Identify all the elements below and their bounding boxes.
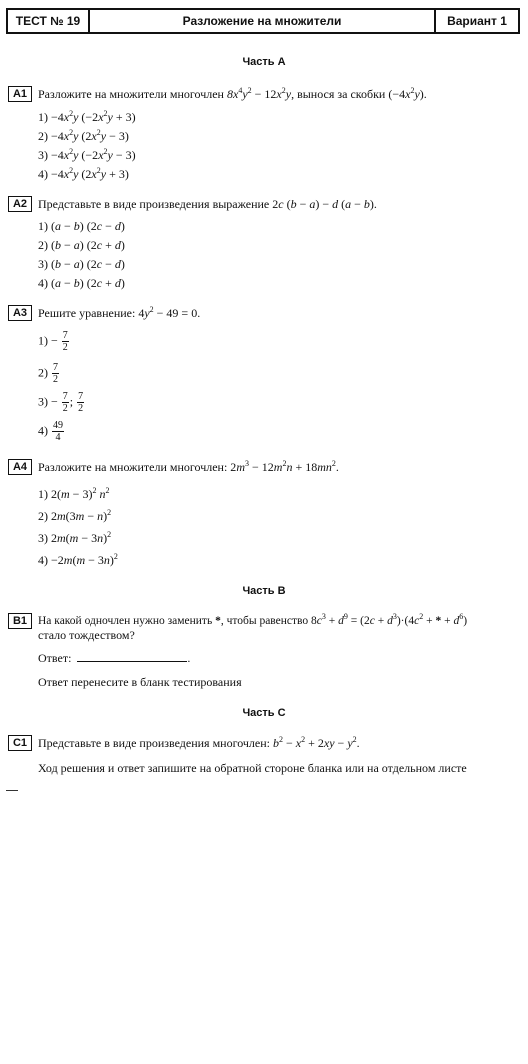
answer-blank-line bbox=[77, 651, 187, 662]
task-a3-text: Решите уравнение: $4y^2 - 49 = 0$. bbox=[38, 305, 201, 320]
task-a4-option-1: 1) $2(m - 3)^2$ $n^2$ bbox=[38, 486, 110, 501]
task-tag-a1: А1 bbox=[8, 86, 32, 102]
task-b1-text-cont: стало тождеством? bbox=[38, 628, 135, 642]
task-a3-option-3: 3) − $\frac{7}{2}$ ; $\frac{7}{2}$ bbox=[38, 391, 84, 414]
variant-label: Вариант 1 bbox=[447, 14, 507, 28]
part-a-title: Часть А bbox=[242, 56, 286, 68]
part-b-title: Часть В bbox=[242, 585, 286, 597]
task-a2-option-4: 4) (a − b) (2c + d) bbox=[38, 276, 125, 290]
test-title: Разложение на множители bbox=[90, 10, 436, 32]
task-a3-option-4: 4) $\frac{49}{4}$ bbox=[38, 420, 63, 443]
task-tag-a2: А2 bbox=[8, 196, 32, 212]
task-tag-a3: А3 bbox=[8, 305, 32, 321]
task-tag-c1: С1 bbox=[8, 735, 32, 751]
task-a1-option-2: $2) -4x^2y$ $(2x^2y - 3)$ bbox=[38, 128, 129, 143]
task-a1-option-4: $4) -4x^2y$ $(2x^2y + 3)$ bbox=[38, 166, 129, 181]
task-a3-option-2: 2) $\frac{7}{2}$ bbox=[38, 362, 58, 385]
task-a4-text: Разложите на множители многочлен: $2m^3 - 12m^2n + 18mn^2$. bbox=[38, 459, 339, 474]
answer-label: Ответ: bbox=[38, 651, 72, 665]
b1-answer-row: Ответ: . bbox=[38, 651, 191, 665]
part-c-title: Часть С bbox=[242, 707, 286, 719]
task-a2-option-2: 2) (b − a) (2c + d) bbox=[38, 238, 125, 252]
task-a3-option-1: 1) − $\frac{7}{2}$ bbox=[38, 330, 68, 353]
task-a2-option-1: 1) (a − b) (2c − d) bbox=[38, 219, 125, 233]
task-a4-option-2: 2) $2m(3m - n)^2$ bbox=[38, 508, 112, 523]
task-tag-a4: А4 bbox=[8, 459, 32, 475]
test-number: ТЕСТ № 19 bbox=[8, 10, 90, 32]
task-c1-text: Представьте в виде произведения многочлен: $b^2 - x^2 + 2xy - y^2$. bbox=[38, 735, 360, 750]
task-a2-option-3: 3) (b − a) (2c − d) bbox=[38, 257, 125, 271]
task-a1-option-1: $1) -4x^2y$ $(-2x^2y + 3)$ bbox=[38, 109, 136, 124]
task-a4-option-4: $4) -2m(m - 3n)^2$ bbox=[38, 552, 118, 567]
task-a1-option-3: $3) -4x^2y$ $(-2x^2y - 3)$ bbox=[38, 147, 136, 162]
task-a1-text: Разложите на множители многочлен $8x^4y^2 - 12x^2y$, вынося за скобки $(-4x^2y)$. bbox=[38, 86, 427, 101]
task-a4-option-3: 3) $2m(m - 3n)^2$ bbox=[38, 530, 112, 545]
test-header bbox=[6, 8, 520, 34]
b1-transfer-note: Ответ перенесите в бланк тестирования bbox=[38, 675, 242, 689]
task-a2-text: Представьте в виде произведения выражение 2c (b − a) − d (a − b). bbox=[38, 197, 377, 211]
page-edge-mark bbox=[6, 790, 18, 794]
c1-instruction: Ход решения и ответ запишите на обратной стороне бланка или на отдельном листе bbox=[38, 761, 467, 775]
task-b1-text: На какой одночлен нужно заменить *, чтобы равенство $8c^3 + d^9 = (2c + d^3)\cdot(4c^2$ + * + $d^6$) bbox=[38, 612, 468, 627]
task-tag-b1: В1 bbox=[8, 613, 32, 629]
